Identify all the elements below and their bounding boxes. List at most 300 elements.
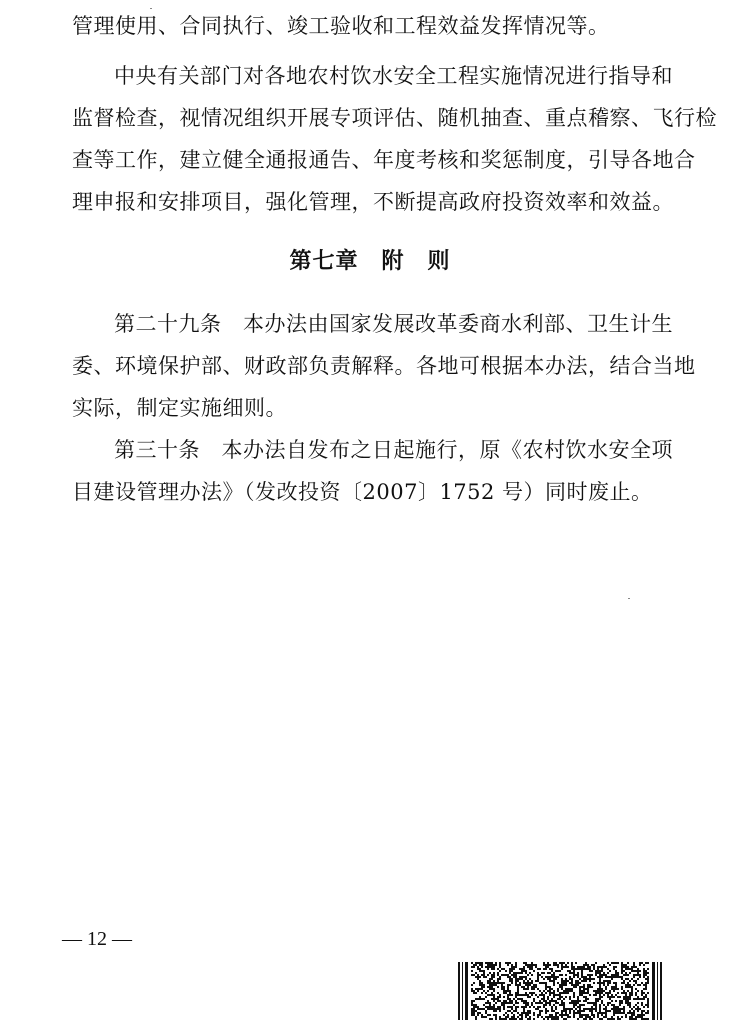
barcode-cell <box>635 970 637 972</box>
barcode-cell <box>553 996 555 998</box>
barcode-cell <box>575 1000 577 1002</box>
barcode-cell <box>629 1004 631 1006</box>
barcode-cell <box>607 980 609 982</box>
barcode-cell <box>521 1006 523 1008</box>
barcode-cell <box>551 976 553 978</box>
barcode-cell <box>591 1002 593 1004</box>
barcode-cell <box>519 984 521 986</box>
barcode-cell <box>627 998 629 1000</box>
barcode-cell <box>527 980 529 982</box>
barcode-cell <box>519 976 521 978</box>
barcode-cell <box>537 968 539 970</box>
barcode-cell <box>607 972 609 974</box>
barcode-cell <box>595 974 597 976</box>
barcode-cell <box>629 996 631 998</box>
barcode-cell <box>627 962 629 964</box>
barcode-cell <box>559 986 561 988</box>
barcode-cell <box>499 994 501 996</box>
barcode-cell <box>545 992 547 994</box>
barcode-cell <box>599 996 601 998</box>
barcode-cell <box>615 994 617 996</box>
barcode-cell <box>539 994 541 996</box>
barcode-cell <box>487 982 489 984</box>
barcode-cell <box>637 1008 639 1010</box>
barcode-cell <box>587 1014 589 1016</box>
barcode-cell <box>553 1004 555 1006</box>
barcode-cell <box>519 982 521 984</box>
barcode-cell <box>557 998 559 1000</box>
barcode-cell <box>479 996 481 998</box>
barcode-cell <box>529 1006 531 1008</box>
barcode-cell <box>541 976 543 978</box>
barcode-cell <box>601 996 603 998</box>
barcode-cell <box>609 1018 611 1020</box>
barcode-cell <box>573 970 575 972</box>
barcode-cell <box>579 1016 581 1018</box>
barcode-cell <box>593 1016 595 1018</box>
barcode-cell <box>605 986 607 988</box>
barcode-cell <box>511 982 513 984</box>
barcode-cell <box>491 998 493 1000</box>
barcode-cell <box>607 976 609 978</box>
barcode-cell <box>507 996 509 998</box>
barcode-cell <box>635 1004 637 1006</box>
barcode-cell <box>501 1002 503 1004</box>
barcode-cell <box>605 1016 607 1018</box>
barcode-cell <box>535 984 537 986</box>
barcode-cell <box>647 1012 649 1014</box>
barcode-cell <box>595 970 597 972</box>
barcode-cell <box>579 966 581 968</box>
barcode-cell <box>559 996 561 998</box>
barcode-cell <box>479 984 481 986</box>
barcode-cell <box>611 986 613 988</box>
barcode-cell <box>625 974 627 976</box>
barcode-cell <box>471 962 473 964</box>
barcode-cell <box>559 1004 561 1006</box>
barcode-cell <box>603 1016 605 1018</box>
barcode-cell <box>547 1016 549 1018</box>
barcode-cell <box>493 1008 495 1010</box>
barcode-cell <box>585 992 587 994</box>
barcode-cell <box>517 1012 519 1014</box>
barcode-cell <box>515 972 517 974</box>
barcode-cell <box>553 994 555 996</box>
barcode-cell <box>639 976 641 978</box>
barcode-cell <box>565 996 567 998</box>
barcode-cell <box>579 1012 581 1014</box>
barcode-cell <box>643 992 645 994</box>
barcode-cell <box>553 976 555 978</box>
barcode-cell <box>599 1004 601 1006</box>
barcode-cell <box>541 1010 543 1012</box>
barcode-cell <box>613 1008 615 1010</box>
barcode-cell <box>527 1018 529 1020</box>
barcode-cell <box>499 964 501 966</box>
barcode-cell <box>643 974 645 976</box>
barcode-cell <box>489 986 491 988</box>
barcode-cell <box>517 980 519 982</box>
barcode-cell <box>625 994 627 996</box>
barcode-cell <box>633 966 635 968</box>
barcode-cell <box>593 978 595 980</box>
barcode-cell <box>613 976 615 978</box>
barcode-cell <box>565 1008 567 1010</box>
barcode-cell <box>487 964 489 966</box>
barcode-cell <box>605 992 607 994</box>
barcode-cell <box>573 1002 575 1004</box>
barcode-cell <box>591 974 593 976</box>
barcode-cell <box>563 998 565 1000</box>
barcode-cell <box>547 1010 549 1012</box>
barcode-cell <box>481 974 483 976</box>
barcode-cell <box>485 1016 487 1018</box>
barcode-cell <box>491 992 493 994</box>
barcode-cell <box>627 982 629 984</box>
barcode-cell <box>523 968 525 970</box>
barcode-cell <box>477 990 479 992</box>
barcode-cell <box>531 980 533 982</box>
barcode-cell <box>509 968 511 970</box>
barcode-cell <box>565 966 567 968</box>
barcode-cell <box>551 992 553 994</box>
barcode-cell <box>589 978 591 980</box>
page-number: — 12 — <box>62 928 132 950</box>
barcode-cell <box>521 998 523 1000</box>
barcode-cell <box>533 986 535 988</box>
barcode-cell <box>541 994 543 996</box>
barcode-cell <box>615 962 617 964</box>
barcode-cell <box>643 970 645 972</box>
barcode-cell <box>579 1006 581 1008</box>
barcode-cell <box>589 984 591 986</box>
barcode-cell <box>493 1000 495 1002</box>
barcode-cell <box>637 1016 639 1018</box>
barcode-cell <box>585 978 587 980</box>
barcode-cell <box>521 970 523 972</box>
barcode-cell <box>515 964 517 966</box>
barcode-cell <box>519 972 521 974</box>
barcode-cell <box>647 1006 649 1008</box>
barcode-cell <box>593 1004 595 1006</box>
barcode-cell <box>605 1010 607 1012</box>
barcode-cell <box>647 978 649 980</box>
barcode-cell <box>565 990 567 992</box>
barcode-cell <box>507 976 509 978</box>
barcode-cell <box>505 1012 507 1014</box>
barcode-cell <box>545 964 547 966</box>
barcode-cell <box>577 996 579 998</box>
barcode-cell <box>609 1010 611 1012</box>
barcode-cell <box>549 1000 551 1002</box>
barcode-cell <box>639 1008 641 1010</box>
barcode-cell <box>503 1006 505 1008</box>
barcode-cell <box>623 996 625 998</box>
barcode-cell <box>647 998 649 1000</box>
barcode-cell <box>565 1018 567 1020</box>
barcode-cell <box>493 998 495 1000</box>
barcode-cell <box>515 982 517 984</box>
barcode-cell <box>555 1008 557 1010</box>
barcode-cell <box>595 1004 597 1006</box>
barcode-cell <box>623 1010 625 1012</box>
barcode-cell <box>633 974 635 976</box>
barcode-cell <box>559 970 561 972</box>
barcode-cell <box>625 1002 627 1004</box>
chapter-heading: 第七章 附 则 <box>289 249 451 274</box>
barcode-cell <box>581 1004 583 1006</box>
barcode-cell <box>569 996 571 998</box>
barcode-cell <box>513 1016 515 1018</box>
barcode-cell <box>533 984 535 986</box>
barcode-cell <box>493 1014 495 1016</box>
barcode-cell <box>617 1010 619 1012</box>
barcode-cell <box>575 982 577 984</box>
barcode-cell <box>545 1002 547 1004</box>
barcode-cell <box>571 980 573 982</box>
barcode-cell <box>525 972 527 974</box>
barcode-cell <box>517 972 519 974</box>
barcode-cell <box>553 984 555 986</box>
barcode-cell <box>507 962 509 964</box>
barcode-cell <box>577 984 579 986</box>
barcode-cell <box>577 1010 579 1012</box>
barcode-cell <box>553 992 555 994</box>
barcode-cell <box>621 962 623 964</box>
barcode-cell <box>569 1010 571 1012</box>
barcode-cell <box>545 986 547 988</box>
barcode-cell <box>523 1006 525 1008</box>
barcode-cell <box>593 964 595 966</box>
barcode-cell <box>517 994 519 996</box>
barcode-cell <box>603 1012 605 1014</box>
barcode-cell <box>523 988 525 990</box>
barcode-cell <box>475 976 477 978</box>
barcode-cell <box>643 1006 645 1008</box>
barcode-cell <box>591 1010 593 1012</box>
barcode-cell <box>589 1010 591 1012</box>
barcode-cell <box>581 974 583 976</box>
barcode-cell <box>515 1006 517 1008</box>
barcode-cell <box>477 976 479 978</box>
barcode-cell <box>497 998 499 1000</box>
barcode-cell <box>597 1012 599 1014</box>
barcode-cell <box>633 1012 635 1014</box>
barcode-cell <box>615 984 617 986</box>
barcode-cell <box>531 982 533 984</box>
barcode-cell <box>595 1006 597 1008</box>
barcode-cell <box>507 1014 509 1016</box>
barcode-cell <box>573 1006 575 1008</box>
barcode-cell <box>533 1014 535 1016</box>
barcode-cell <box>569 998 571 1000</box>
barcode-cell <box>621 964 623 966</box>
barcode-cell <box>579 988 581 990</box>
barcode-cell <box>629 1012 631 1014</box>
barcode-cell <box>589 970 591 972</box>
barcode-cell <box>481 1008 483 1010</box>
barcode-cell <box>555 1006 557 1008</box>
barcode-cell <box>515 976 517 978</box>
barcode-cell <box>549 964 551 966</box>
barcode-cell <box>551 970 553 972</box>
barcode-cell <box>557 982 559 984</box>
barcode-cell <box>627 974 629 976</box>
barcode-cell <box>633 998 635 1000</box>
barcode-cell <box>643 968 645 970</box>
article-30-line-2: 目建设管理办法》（发改投资〔2007〕1752 号）同时废止。 <box>72 480 653 504</box>
barcode-cell <box>641 982 643 984</box>
barcode-cell <box>535 986 537 988</box>
barcode-cell <box>575 968 577 970</box>
barcode-cell <box>509 984 511 986</box>
barcode-cell <box>625 966 627 968</box>
article-30-line-1: 第三十条 本办法自发布之日起施行，原《农村饮水安全项 <box>114 438 673 462</box>
barcode-cell <box>529 1016 531 1018</box>
barcode-cell <box>473 964 475 966</box>
barcode-cell <box>501 982 503 984</box>
barcode-cell <box>637 1014 639 1016</box>
barcode-cell <box>629 994 631 996</box>
barcode-cell <box>521 1018 523 1020</box>
barcode-cell <box>483 1004 485 1006</box>
barcode-cell <box>645 986 647 988</box>
barcode-cell <box>563 1004 565 1006</box>
barcode-cell <box>611 1000 613 1002</box>
barcode-cell <box>645 988 647 990</box>
barcode-cell <box>507 988 509 990</box>
barcode-cell <box>537 1008 539 1010</box>
barcode-cell <box>527 1004 529 1006</box>
barcode-cell <box>539 968 541 970</box>
barcode-cell <box>489 984 491 986</box>
barcode-cell <box>647 1018 649 1020</box>
barcode-cell <box>491 994 493 996</box>
barcode-cell <box>625 1000 627 1002</box>
barcode-cell <box>641 1016 643 1018</box>
barcode-cell <box>485 962 487 964</box>
barcode-cell <box>555 994 557 996</box>
barcode-cell <box>611 1018 613 1020</box>
barcode-cell <box>629 968 631 970</box>
barcode-cell <box>593 982 595 984</box>
barcode-cell <box>495 1010 497 1012</box>
barcode-cell <box>577 1018 579 1020</box>
barcode-cell <box>487 962 489 964</box>
barcode-cell <box>599 998 601 1000</box>
barcode-cell <box>629 1006 631 1008</box>
barcode-cell <box>611 978 613 980</box>
barcode-cell <box>633 984 635 986</box>
barcode-cell <box>551 998 553 1000</box>
barcode-cell <box>517 986 519 988</box>
barcode-cell <box>579 994 581 996</box>
barcode-cell <box>571 968 573 970</box>
barcode-cell <box>583 1000 585 1002</box>
barcode-cell <box>645 996 647 998</box>
article-29-line-3: 实际，制定实施细则。 <box>72 396 287 420</box>
barcode-cell <box>611 1016 613 1018</box>
barcode-cell <box>577 1002 579 1004</box>
barcode-cell <box>473 1000 475 1002</box>
barcode-cell <box>631 1014 633 1016</box>
barcode-cell <box>521 986 523 988</box>
barcode-cell <box>487 980 489 982</box>
barcode-cell <box>601 982 603 984</box>
barcode-cell <box>491 974 493 976</box>
barcode-cell <box>493 996 495 998</box>
barcode-cell <box>587 1002 589 1004</box>
barcode-cell <box>583 996 585 998</box>
barcode-cell <box>593 1014 595 1016</box>
barcode-cell <box>547 1018 549 1020</box>
barcode-cell <box>533 1018 535 1020</box>
barcode-cell <box>601 1014 603 1016</box>
barcode-cell <box>503 992 505 994</box>
barcode-cell <box>525 994 527 996</box>
barcode-cell <box>561 1012 563 1014</box>
barcode-cell <box>563 980 565 982</box>
barcode-cell <box>479 998 481 1000</box>
barcode-cell <box>509 1002 511 1004</box>
barcode-cell <box>497 968 499 970</box>
barcode-cell <box>549 978 551 980</box>
barcode-cell <box>567 988 569 990</box>
barcode-cell <box>511 970 513 972</box>
barcode-cell <box>593 1008 595 1010</box>
barcode-cell <box>585 1008 587 1010</box>
barcode-cell <box>509 1018 511 1020</box>
barcode-cell <box>545 1008 547 1010</box>
barcode-cell <box>597 1000 599 1002</box>
barcode-cell <box>591 1008 593 1010</box>
barcode-cell <box>589 980 591 982</box>
barcode-cell <box>539 1006 541 1008</box>
barcode-cell <box>535 1008 537 1010</box>
barcode-cell <box>573 1016 575 1018</box>
barcode-cell <box>603 974 605 976</box>
barcode-cell <box>487 966 489 968</box>
barcode-cell <box>529 996 531 998</box>
barcode-cell <box>605 974 607 976</box>
barcode-cell <box>523 1000 525 1002</box>
barcode-cell <box>613 1014 615 1016</box>
barcode-cell <box>631 1016 633 1018</box>
barcode-cell <box>475 964 477 966</box>
barcode-cell <box>515 978 517 980</box>
barcode-cell <box>471 970 473 972</box>
barcode-cell <box>625 1014 627 1016</box>
barcode-cell <box>625 968 627 970</box>
barcode-cell <box>531 992 533 994</box>
barcode-cell <box>477 978 479 980</box>
barcode-cell <box>527 974 529 976</box>
barcode-cell <box>571 984 573 986</box>
barcode-cell <box>537 1006 539 1008</box>
barcode-cell <box>633 976 635 978</box>
barcode-cell <box>543 968 545 970</box>
barcode-cell <box>511 1000 513 1002</box>
barcode-cell <box>561 978 563 980</box>
barcode-cell <box>589 986 591 988</box>
barcode-cell <box>527 966 529 968</box>
barcode-cell <box>493 968 495 970</box>
barcode-cell <box>605 976 607 978</box>
barcode-cell <box>481 984 483 986</box>
barcode-cell <box>533 1000 535 1002</box>
barcode-cell <box>551 1008 553 1010</box>
barcode-cell <box>613 1010 615 1012</box>
